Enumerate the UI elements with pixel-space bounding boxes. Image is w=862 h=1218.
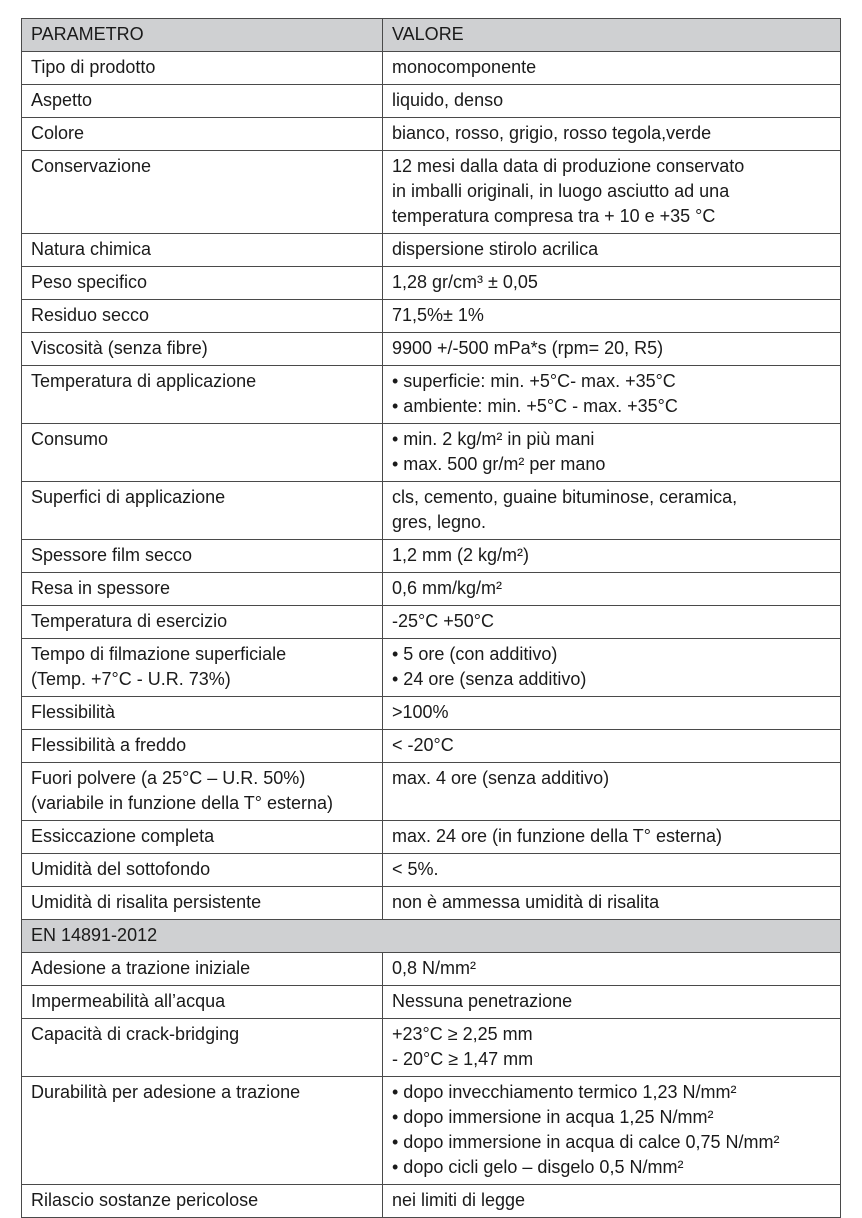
- parameter-cell: [22, 52, 383, 85]
- value-cell: [383, 234, 841, 267]
- table-row: [22, 118, 841, 151]
- value-cell-text: Nessuna penetrazione: [392, 991, 573, 1011]
- value-cell: [383, 821, 841, 854]
- parameter-cell: [22, 300, 383, 333]
- table-row: [22, 639, 841, 697]
- parameter-cell: [22, 1019, 383, 1077]
- parameter-cell: [22, 151, 383, 234]
- parameter-cell-text: Residuo secco: [31, 305, 150, 325]
- parameter-cell: [22, 118, 383, 151]
- value-cell-text: < 5%.: [392, 859, 439, 879]
- parameter-cell: [22, 639, 383, 697]
- parameter-cell: [22, 234, 383, 267]
- value-cell-text: 0,8 N/mm²: [392, 958, 477, 978]
- parameter-cell: [22, 573, 383, 606]
- value-cell-text: • dopo immersione in acqua di calce 0,75 N/mm²: [392, 1132, 780, 1152]
- value-cell: [383, 424, 841, 482]
- table-row: [22, 986, 841, 1019]
- value-cell: [383, 953, 841, 986]
- parameter-cell-text: Temperatura di applicazione: [31, 371, 257, 391]
- value-cell: [383, 333, 841, 366]
- parameter-cell-text: Superfici di applicazione: [31, 487, 226, 507]
- table-row: [22, 85, 841, 118]
- parameter-cell: [22, 730, 383, 763]
- value-cell-text: • superficie: min. +5°C- max. +35°C: [392, 371, 676, 391]
- parameter-cell-text: (Temp. +7°C - U.R. 73%): [31, 669, 231, 689]
- value-cell-text: non è ammessa umidità di risalita: [392, 892, 660, 912]
- value-cell: [383, 606, 841, 639]
- value-cell-text: max. 4 ore (senza additivo): [392, 768, 610, 788]
- parameter-cell-text: Resa in spessore: [31, 578, 171, 598]
- parameter-cell: [22, 267, 383, 300]
- table-row: [22, 267, 841, 300]
- parameter-cell-text: Spessore film secco: [31, 545, 193, 565]
- parameter-cell: [22, 482, 383, 540]
- parameter-cell-text: Viscosità (senza fibre): [31, 338, 208, 358]
- table-row: [22, 821, 841, 854]
- value-cell: [383, 267, 841, 300]
- parameter-cell: [22, 85, 383, 118]
- parameter-cell-text: Flessibilità: [31, 702, 116, 722]
- value-cell-text: 1,28 gr/cm³ ± 0,05: [392, 272, 538, 292]
- value-cell-text: • dopo invecchiamento termico 1,23 N/mm²: [392, 1082, 737, 1102]
- section-header-row: [22, 920, 841, 953]
- value-cell-text: gres, legno.: [392, 512, 487, 532]
- value-cell: [383, 697, 841, 730]
- value-cell-text: • dopo cicli gelo – disgelo 0,5 N/mm²: [392, 1157, 684, 1177]
- parameter-cell: [22, 424, 383, 482]
- table-row: [22, 730, 841, 763]
- value-cell-text: -25°C +50°C: [392, 611, 494, 631]
- parameter-cell-text: Consumo: [31, 429, 109, 449]
- value-cell-text: 9900 +/-500 mPa*s (rpm= 20, R5): [392, 338, 664, 358]
- parameter-cell-text: Temperatura di esercizio: [31, 611, 228, 631]
- table-row: [22, 1019, 841, 1077]
- value-cell-text: < -20°C: [392, 735, 454, 755]
- table-row: [22, 953, 841, 986]
- value-cell: [383, 639, 841, 697]
- value-cell: [383, 986, 841, 1019]
- value-cell-text: 1,2 mm (2 kg/m²): [392, 545, 530, 565]
- parameter-cell-text: Tempo di filmazione superficiale: [31, 644, 287, 664]
- parameter-cell-text: Natura chimica: [31, 239, 152, 259]
- parameter-cell: [22, 821, 383, 854]
- value-cell-text: dispersione stirolo acrilica: [392, 239, 599, 259]
- parameter-cell-text: Umidità del sottofondo: [31, 859, 211, 879]
- parameter-cell-text: Colore: [31, 123, 85, 143]
- table-row: [22, 573, 841, 606]
- parameter-cell: [22, 366, 383, 424]
- table-row: [22, 697, 841, 730]
- parameter-cell-text: Peso specifico: [31, 272, 148, 292]
- table-row: [22, 540, 841, 573]
- parameter-cell-text: Conservazione: [31, 156, 152, 176]
- table-row: [22, 333, 841, 366]
- value-cell: [383, 85, 841, 118]
- value-cell-text: monocomponente: [392, 57, 537, 77]
- header-value: [383, 19, 841, 52]
- value-cell: [383, 118, 841, 151]
- parameter-cell: [22, 854, 383, 887]
- value-cell-text: • dopo immersione in acqua 1,25 N/mm²: [392, 1107, 714, 1127]
- value-cell: [383, 730, 841, 763]
- header-value-label: VALORE: [392, 24, 464, 44]
- header-parameter-label: PARAMETRO: [31, 24, 144, 44]
- table-row: [22, 300, 841, 333]
- parameter-cell-text: Rilascio sostanze pericolose: [31, 1190, 259, 1210]
- parameters-table: [21, 18, 841, 1218]
- value-cell-text: 71,5%± 1%: [392, 305, 484, 325]
- parameter-cell-text: Capacità di crack-bridging: [31, 1024, 240, 1044]
- parameter-cell-text: Adesione a trazione iniziale: [31, 958, 251, 978]
- technical-data-sheet: [21, 18, 840, 1218]
- table-header-row: [22, 19, 841, 52]
- value-cell-text: cls, cemento, guaine bituminose, ceramica,: [392, 487, 738, 507]
- value-cell-text: in imballi originali, in luogo asciutto ad una: [392, 181, 730, 201]
- parameter-cell: [22, 540, 383, 573]
- table-row: [22, 151, 841, 234]
- parameter-cell: [22, 1077, 383, 1185]
- table-row: [22, 1077, 841, 1185]
- value-cell-text: >100%: [392, 702, 449, 722]
- value-cell: [383, 1077, 841, 1185]
- parameter-cell-text: Impermeabilità all’acqua: [31, 991, 226, 1011]
- value-cell-text: 12 mesi dalla data di produzione conservato: [392, 156, 745, 176]
- table-row: [22, 763, 841, 821]
- parameter-cell-text: Tipo di prodotto: [31, 57, 156, 77]
- value-cell-text: • max. 500 gr/m² per mano: [392, 454, 606, 474]
- parameter-cell: [22, 333, 383, 366]
- parameter-cell-text: Fuori polvere (a 25°C – U.R. 50%): [31, 768, 306, 788]
- section-title: EN 14891-2012: [31, 925, 158, 945]
- header-parameter: [22, 19, 383, 52]
- parameter-cell-text: Flessibilità a freddo: [31, 735, 187, 755]
- table-row: [22, 234, 841, 267]
- value-cell-text: 0,6 mm/kg/m²: [392, 578, 503, 598]
- value-cell: [383, 300, 841, 333]
- table-row: [22, 1185, 841, 1218]
- table-row: [22, 482, 841, 540]
- value-cell: [383, 887, 841, 920]
- parameter-cell-text: Aspetto: [31, 90, 93, 110]
- parameter-cell-text: Umidità di risalita persistente: [31, 892, 262, 912]
- parameter-cell-text: Essiccazione completa: [31, 826, 215, 846]
- value-cell-text: • min. 2 kg/m² in più mani: [392, 429, 595, 449]
- value-cell: [383, 1185, 841, 1218]
- value-cell: [383, 573, 841, 606]
- value-cell: [383, 540, 841, 573]
- table-row: [22, 366, 841, 424]
- value-cell-text: • ambiente: min. +5°C - max. +35°C: [392, 396, 678, 416]
- value-cell-text: • 24 ore (senza additivo): [392, 669, 587, 689]
- parameter-cell: [22, 953, 383, 986]
- table-row: [22, 424, 841, 482]
- value-cell: [383, 482, 841, 540]
- value-cell-text: - 20°C ≥ 1,47 mm: [392, 1049, 534, 1069]
- section-header-cell: [22, 920, 841, 953]
- value-cell-text: • 5 ore (con additivo): [392, 644, 558, 664]
- table-row: [22, 887, 841, 920]
- value-cell: [383, 366, 841, 424]
- value-cell: [383, 1019, 841, 1077]
- parameter-cell: [22, 763, 383, 821]
- table-row: [22, 52, 841, 85]
- parameter-cell: [22, 986, 383, 1019]
- parameter-cell: [22, 606, 383, 639]
- parameter-cell: [22, 887, 383, 920]
- value-cell-text: bianco, rosso, grigio, rosso tegola,verde: [392, 123, 712, 143]
- table-row: [22, 854, 841, 887]
- value-cell: [383, 52, 841, 85]
- parameter-cell-text: Durabilità per adesione a trazione: [31, 1082, 301, 1102]
- value-cell-text: temperatura compresa tra + 10 e +35 °C: [392, 206, 716, 226]
- value-cell-text: max. 24 ore (in funzione della T° esterna): [392, 826, 723, 846]
- value-cell-text: nei limiti di legge: [392, 1190, 526, 1210]
- parameter-cell: [22, 697, 383, 730]
- value-cell-text: +23°C ≥ 2,25 mm: [392, 1024, 533, 1044]
- parameter-cell: [22, 1185, 383, 1218]
- value-cell: [383, 763, 841, 821]
- table-row: [22, 606, 841, 639]
- value-cell: [383, 151, 841, 234]
- parameter-cell-text: (variabile in funzione della T° esterna): [31, 793, 334, 813]
- value-cell: [383, 854, 841, 887]
- value-cell-text: liquido, denso: [392, 90, 504, 110]
